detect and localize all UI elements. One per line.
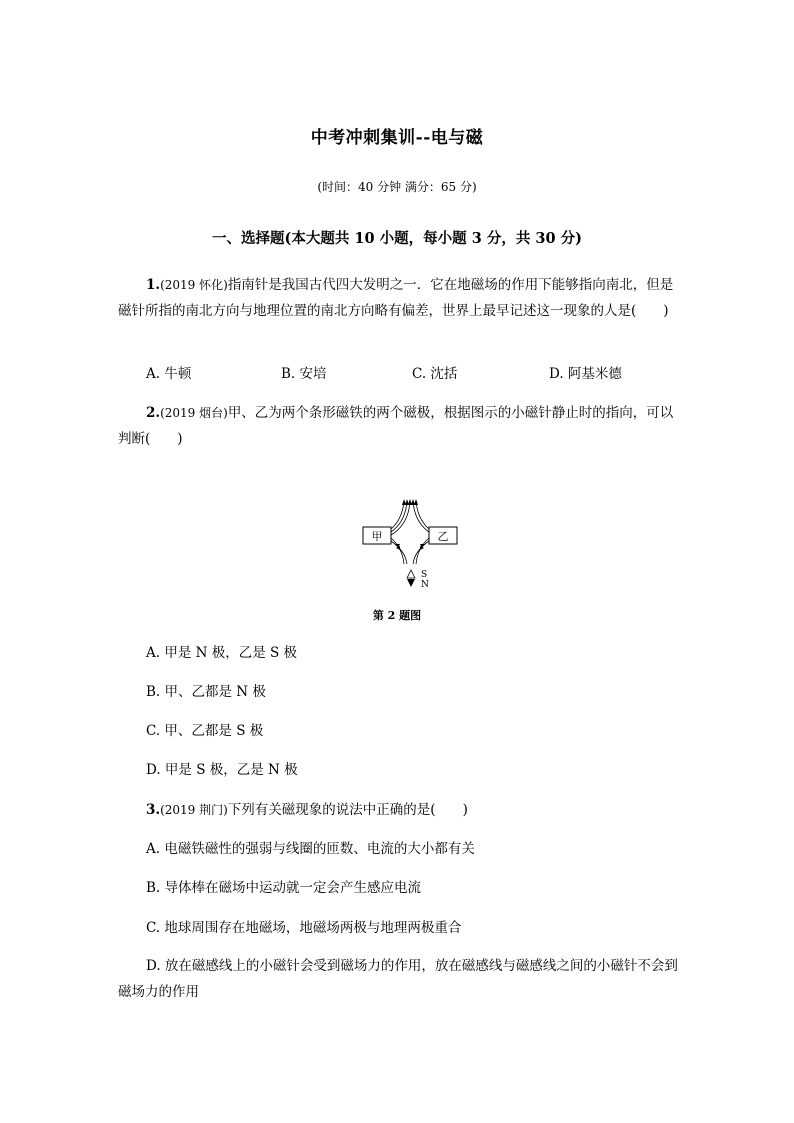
question-2 [118,400,678,452]
needle-south [407,570,415,578]
question-source: (2019 怀化) [160,278,228,292]
magnet-right-label: 乙 [437,530,449,543]
question-source: (2019 荆门) [160,803,228,817]
question-source: (2019 烟台) [160,406,228,420]
option-d: D. 甲是 S 极，乙是 N 极 [146,762,298,778]
needle-label-n: N [421,580,429,590]
section-heading: 一、选择题(本大题共 10 小题，每小题 3 分，共 30 分) [212,230,582,247]
option-a: A. 甲是 N 极，乙是 S 极 [146,645,298,661]
magnet-left-label: 甲 [371,530,383,543]
option-d: D. 阿基米德 [549,366,622,382]
option-c: C. 沈括 [412,366,458,382]
question-stem: 指南针是我国古代四大发明之一．它在地磁场的作用下能够指向南北，但是磁针所指的南北方向与地理位置的南北方向略有偏差，世界上最早记述这一现象的人是( ) [118,277,674,319]
needle-label-s: S [421,570,428,580]
figure-caption: 第 2 题图 [372,609,422,622]
exam-info: (时间：40 分钟 满分：65 分) [317,180,477,194]
option-b: B. 甲、乙都是 N 极 [146,684,266,700]
question-1 [118,272,678,324]
question-3 [118,797,678,823]
option-b: B. 导体棒在磁场中运动就一定会产生感应电流 [146,880,422,896]
question-number: 1. [146,277,161,293]
option-d: D. 放在磁感线上的小磁针会受到磁场力的作用，放在磁感线与磁感线之间的小磁针不会到磁场力的作用 [118,958,678,1000]
option-c: C. 甲、乙都是 S 极 [146,723,264,739]
field-arrows [395,499,425,550]
magnet-field-figure [355,498,465,590]
page-title: 中考冲刺集训--电与磁 [310,128,484,148]
field-lines [391,501,429,564]
question-stem: 下列有关磁现象的说法中正确的是( ) [227,802,468,818]
option-b: B. 安培 [281,366,327,382]
option-a: A. 牛顿 [146,366,192,382]
question-number: 3. [146,802,161,818]
needle-north [407,579,415,587]
question-number: 2. [146,405,161,421]
option-a: A. 电磁铁磁性的强弱与线圈的匝数、电流的大小都有关 [146,841,475,857]
question-stem: 甲、乙为两个条形磁铁的两个磁极，根据图示的小磁针静止时的指向，可以判断( ) [118,405,674,447]
option-c: C. 地球周围存在地磁场，地磁场两极与地理两极重合 [146,920,462,936]
